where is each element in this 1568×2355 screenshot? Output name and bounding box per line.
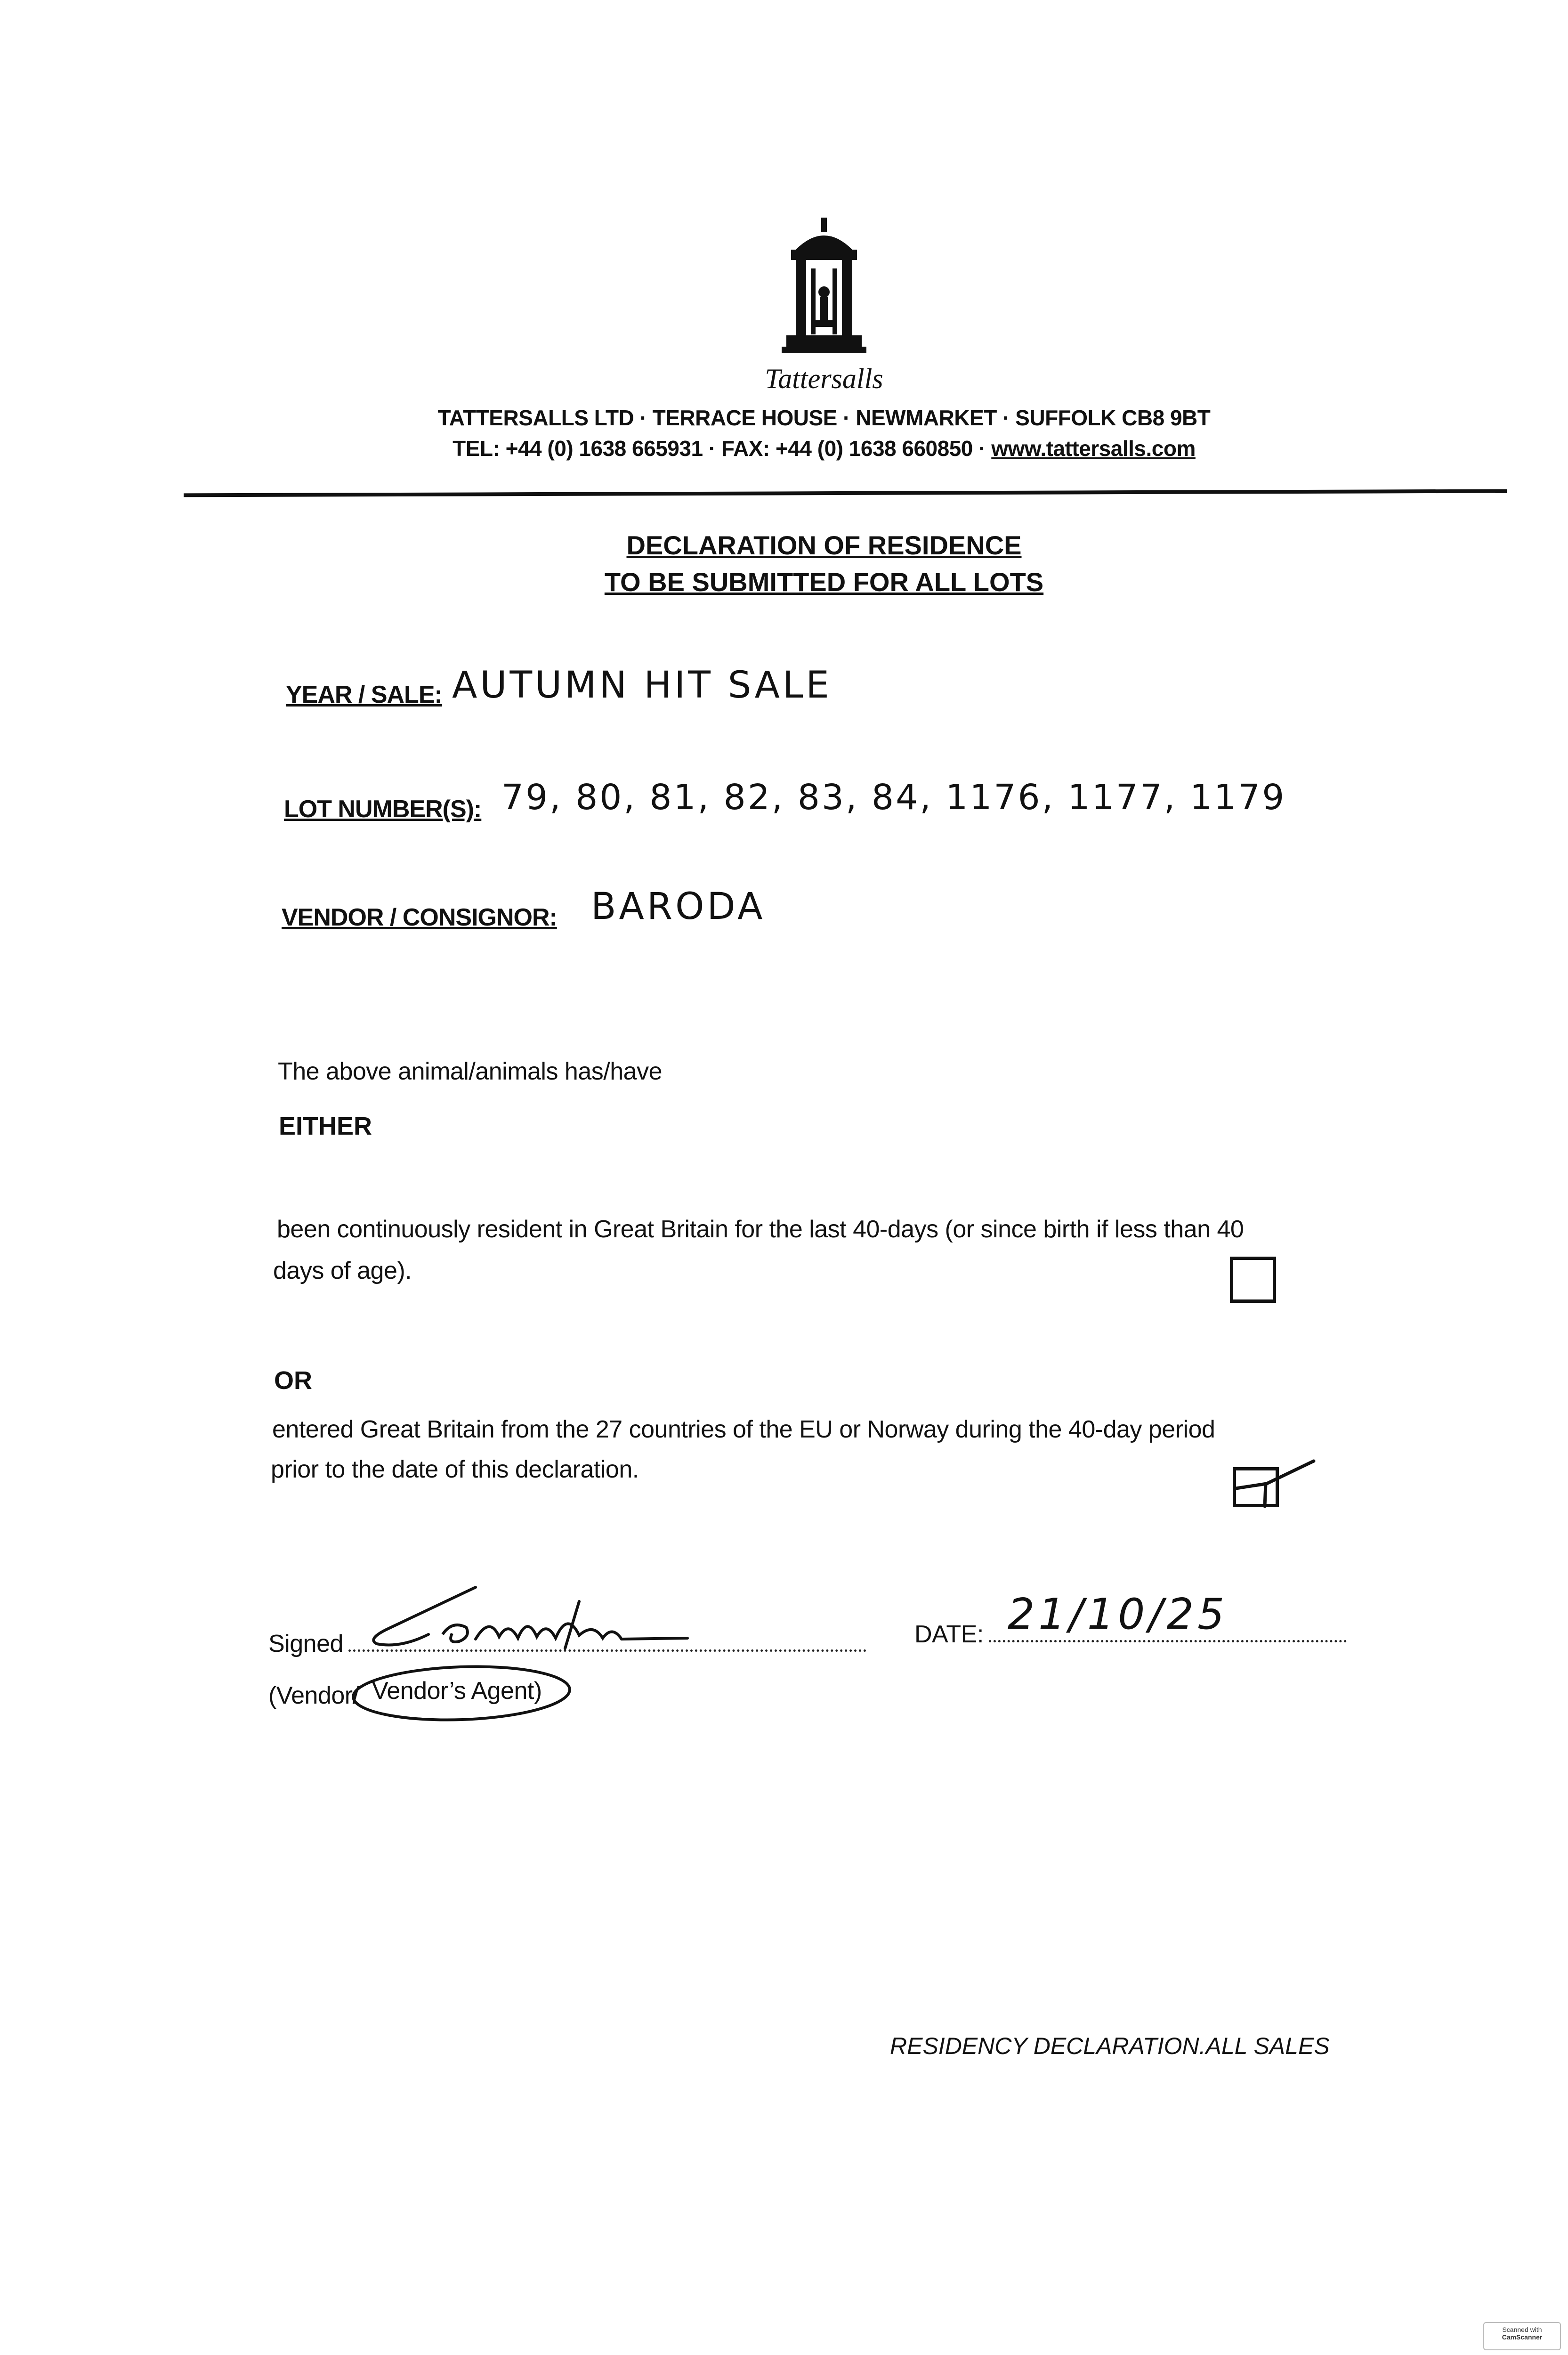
tattersalls-logo-icon: [782, 217, 866, 358]
statement-intro: The above animal/animals has/have: [278, 1058, 662, 1085]
scanner-line2: CamScanner: [1502, 2333, 1543, 2341]
year-sale-label: YEAR / SALE:: [286, 681, 442, 708]
lot-numbers-label: LOT NUMBER(S):: [284, 796, 482, 823]
date-label: DATE:: [914, 1621, 984, 1648]
website-link[interactable]: www.tattersalls.com: [991, 436, 1196, 461]
header-rule: [184, 489, 1507, 497]
brand-name: Tattersalls: [765, 363, 883, 394]
circle-annotation: [348, 1658, 584, 1729]
year-sale-value[interactable]: AUTUMN HIT SALE: [452, 664, 832, 706]
option1-text-line2: days of age).: [273, 1257, 412, 1284]
vendor-label: VENDOR / CONSIGNOR:: [282, 904, 557, 931]
camscanner-badge: [1483, 2322, 1561, 2350]
role-prefix: (Vendor/: [268, 1682, 359, 1709]
date-value[interactable]: 21/10/25: [1008, 1590, 1229, 1639]
option2-text-line1: entered Great Britain from the 27 countries of the EU or Norway during the 40-day period: [272, 1416, 1215, 1443]
or-label: OR: [274, 1366, 312, 1395]
contact-phone-fax: TEL: +44 (0) 1638 665931 · FAX: +44 (0) 1638 660850 ·: [453, 436, 992, 461]
form-name-footer: RESIDENCY DECLARATION.ALL SALES: [890, 2033, 1330, 2059]
option1-text-line1: been continuously resident in Great Britain for the last 40-days (or since birth if less than 40: [277, 1216, 1244, 1243]
document-title: DECLARATION OF RESIDENCE: [626, 530, 1022, 560]
either-label: EITHER: [279, 1112, 372, 1140]
scanner-line1: Scanned with: [1502, 2326, 1542, 2333]
option2-text-line2: prior to the date of this declaration.: [271, 1456, 639, 1483]
document-subtitle: TO BE SUBMITTED FOR ALL LOTS: [604, 567, 1044, 597]
role-circled: Vendor’s Agent): [372, 1677, 542, 1705]
handwritten-signature: [358, 1583, 716, 1663]
company-contact: [377, 436, 1271, 461]
vendor-value[interactable]: BARODA: [591, 885, 766, 928]
option1-checkbox[interactable]: [1230, 1257, 1276, 1303]
checkmark-icon: [1224, 1455, 1328, 1512]
company-address: TATTERSALLS LTD · TERRACE HOUSE · NEWMARKET · SUFFOLK CB8 9BT: [437, 406, 1211, 430]
lot-numbers-value[interactable]: 79, 80, 81, 82, 83, 84, 1176, 1177, 1179: [501, 777, 1286, 818]
signed-label: Signed: [268, 1630, 343, 1657]
